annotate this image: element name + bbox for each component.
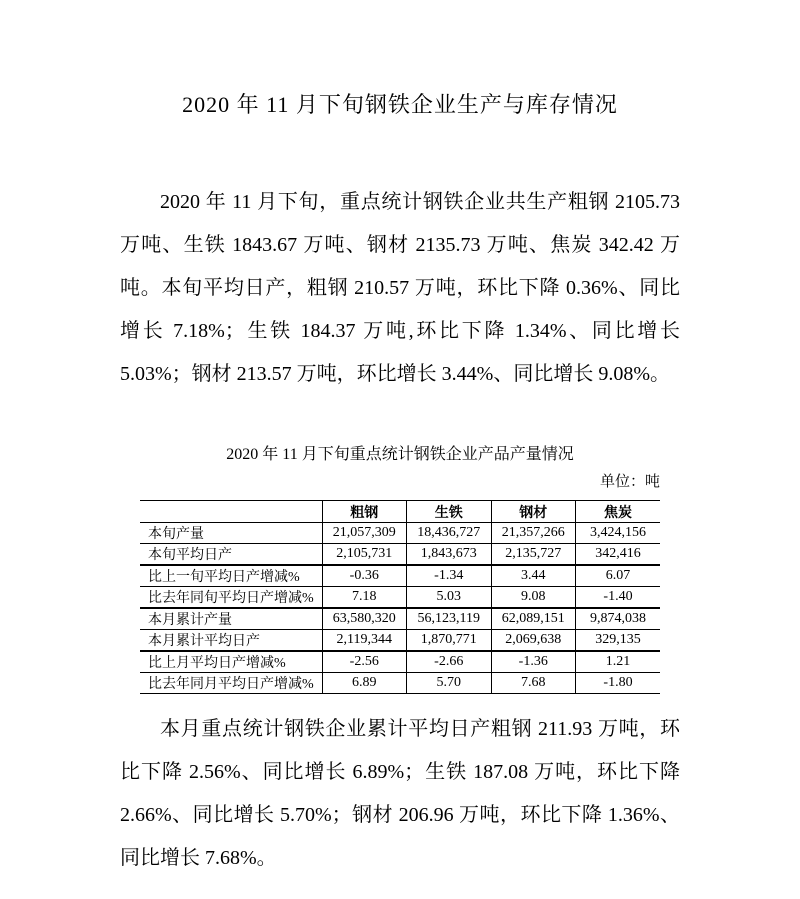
table-row-label: 比去年同月平均日产增减% (140, 673, 322, 694)
table-cell: 9,874,038 (576, 608, 661, 630)
table-cell: 2,069,638 (491, 630, 576, 652)
table-cell: 1.21 (576, 651, 661, 673)
table-row-label: 比上月平均日产增减% (140, 651, 322, 673)
table-unit-label: 单位：吨 (599, 474, 660, 490)
table-row (140, 523, 660, 544)
table-cell: 342,416 (576, 544, 661, 566)
table-cell: 7.18 (322, 587, 407, 609)
table-row (140, 544, 660, 566)
table-cell: -2.56 (322, 651, 407, 673)
table-row (140, 673, 660, 694)
production-table-body (140, 523, 660, 694)
table-cell: 21,057,309 (322, 523, 407, 544)
table-row-label: 本月累计平均日产 (140, 630, 322, 652)
table-cell: 6.89 (322, 673, 407, 694)
document-title: 2020 年 11 月下旬钢铁企业生产与库存情况 (182, 92, 618, 117)
table-cell: -2.66 (407, 651, 492, 673)
table-cell: 1,870,771 (407, 630, 492, 652)
table-cell: 62,089,151 (491, 608, 576, 630)
table-cell: 63,580,320 (322, 608, 407, 630)
table-cell: 6.07 (576, 565, 661, 587)
table-cell: 56,123,119 (407, 608, 492, 630)
table-column-header: 焦炭 (576, 501, 661, 523)
table-cell: 2,135,727 (491, 544, 576, 566)
table-cell: 18,436,727 (407, 523, 492, 544)
table-cell: 5.03 (407, 587, 492, 609)
table-cell: 21,357,266 (491, 523, 576, 544)
table-cell: 3.44 (491, 565, 576, 587)
table-column-header: 钢材 (491, 501, 576, 523)
table-corner-cell (140, 501, 322, 523)
table-cell: 2,119,344 (322, 630, 407, 652)
paragraph-monthly-summary: 本月重点统计钢铁企业累计平均日产粗钢 211.93 万吨，环比下降 2.56%、同比增长 6.89%；生铁 187.08 万吨，环比下降 2.66%、同比增长 5.70%；钢材 206.96 万吨，环比下降 1.36%、同比增长 7.68%。 (120, 718, 680, 869)
table-row-label: 比上一旬平均日产增减% (140, 565, 322, 587)
table-row (140, 630, 660, 652)
table-row (140, 587, 660, 609)
table-cell: 1,843,673 (407, 544, 492, 566)
table-cell: 9.08 (491, 587, 576, 609)
table-cell: -1.34 (407, 565, 492, 587)
table-column-header: 粗钢 (322, 501, 407, 523)
table-cell: 5.70 (407, 673, 492, 694)
table-row-label: 本旬平均日产 (140, 544, 322, 566)
table-header-row (140, 501, 660, 523)
production-table-head (140, 501, 660, 523)
table-column-header: 生铁 (407, 501, 492, 523)
table-cell: -1.40 (576, 587, 661, 609)
table-cell: -1.80 (576, 673, 661, 694)
table-caption: 2020 年 11 月下旬重点统计钢铁企业产品产量情况 (226, 446, 574, 463)
table-row (140, 608, 660, 630)
production-table (140, 500, 660, 694)
table-cell: 3,424,156 (576, 523, 661, 544)
table-row-label: 本旬产量 (140, 523, 322, 544)
table-cell: 329,135 (576, 630, 661, 652)
table-row (140, 651, 660, 673)
paragraph-production-summary: 2020 年 11 月下旬，重点统计钢铁企业共生产粗钢 2105.73 万吨、生铁 1843.67 万吨、钢材 2135.73 万吨、焦炭 342.42 万吨。本旬平均日产，粗钢 210.57 万吨，环比下降 0.36%、同比增长 7.18%；生铁 184.37 万吨,环比下降 1.34%、同比增长 5.03%；钢材 213.57 万吨，环比增长 3.44%、同比增长 9.08%。 (120, 191, 680, 385)
table-row-label: 比去年同旬平均日产增减% (140, 587, 322, 609)
table-cell: -0.36 (322, 565, 407, 587)
table-row (140, 565, 660, 587)
table-row-label: 本月累计产量 (140, 608, 322, 630)
table-cell: 2,105,731 (322, 544, 407, 566)
table-cell: -1.36 (491, 651, 576, 673)
table-cell: 7.68 (491, 673, 576, 694)
